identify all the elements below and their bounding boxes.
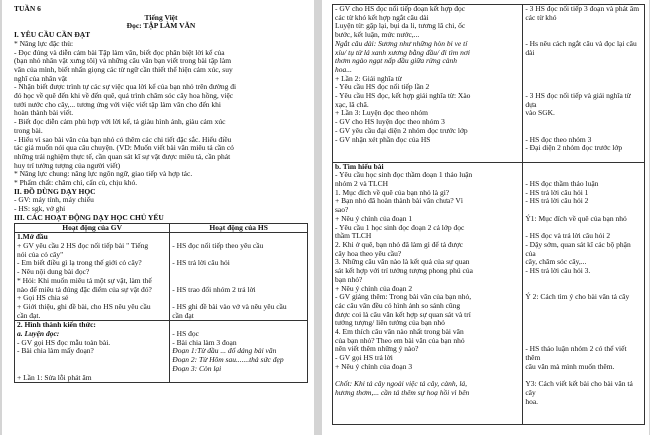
cell-line: b. Tìm hiểu bài — [335, 161, 384, 171]
cell-line: sao? — [335, 205, 349, 215]
cell-line: - Hs nêu cách ngắt câu và đọc lại câu dài — [525, 38, 637, 57]
cell-line — [525, 415, 642, 424]
cell-line: - HS trả lời câu hỏi 3. — [525, 266, 591, 276]
text-line: tác giả muốn nói qua câu chuyện. (VD: Muốn viết bài văn miêu tả cần có — [14, 143, 234, 153]
lesson-page-left — [2, 0, 314, 435]
cell-line — [525, 311, 642, 320]
cell-line: + Nêu ý chính của đoạn 3 — [335, 361, 413, 371]
cell-line: - Yêu cầu học sinh đọc thầm đoạn 1 thảo luận — [335, 170, 473, 180]
teacher-activity-cell — [15, 321, 170, 383]
section-activities: III. CÁC HOẠT ĐỘNG DẠY HỌC CHỦ YẾU — [14, 212, 164, 222]
cell-line: - HS trả lời câu hỏi 1 — [525, 187, 589, 197]
cell-line: bước, kết luận, mức nước,... — [335, 30, 420, 40]
section-materials: II. ĐỒ DÙNG DẠY HỌC — [14, 186, 96, 196]
cell-line — [525, 75, 642, 84]
cell-line — [525, 276, 642, 285]
cell-line: - GV giảng thêm: Trong bài văn của bạn nhỏ, — [335, 292, 472, 302]
cell-line — [525, 57, 642, 66]
table-header-row — [15, 223, 308, 233]
cell-line — [525, 22, 642, 31]
text-line: - Nhận biết được trình tự các sự việc qua lời kể của bạn nhỏ trên đường đi — [14, 82, 237, 92]
cell-line: thơm ngào ngạt nấp đầu giữa rừng cành — [335, 56, 457, 66]
cell-line: + Lần 2: Giải nghĩa từ — [335, 73, 402, 83]
cell-line: - HS đọc và trả lời câu hỏi 2 — [525, 231, 611, 241]
cell-line: - HS ghi đề bài vào vở và nêu yêu cầu — [172, 301, 287, 311]
cell-line: - Đại diện 2 nhóm đọc trước lớp — [525, 143, 623, 153]
cell-line: 1. Mục đích về quê của bạn nhỏ là gì? — [335, 187, 450, 197]
table-row — [15, 233, 308, 321]
text-line: tưới nước cho cây,... tương ứng với việc viết tập làm văn cho đến khi — [14, 99, 222, 109]
cell-line: Ngắt câu dài: Sương như những hòn bi ve tí — [335, 38, 468, 48]
cell-line: + Nêu ý chính của đoạn 2 — [335, 283, 413, 293]
text-line: - GV: máy tính, máy chiếu — [14, 195, 94, 205]
student-activity-cell — [170, 321, 308, 383]
cell-line — [525, 406, 642, 415]
text-line: * Năng lực chung: năng lực ngôn ngữ, giao tiếp và hợp tác. — [14, 169, 193, 179]
cell-line: cây hoa theo yêu cầu? — [335, 248, 402, 258]
text-line: * Phẩm chất: chăm chỉ, cẩn cù, chịu khó. — [14, 178, 138, 188]
cell-line: - Dậy sớm, quan sát kĩ các bộ phận của — [525, 239, 631, 258]
cell-line: nói của cỏ cây" — [17, 249, 64, 259]
cell-line — [17, 356, 167, 365]
cell-line: + Lần 1: Sửa lỗi phát âm — [17, 372, 92, 382]
text-line: hoàn thành bài viết. — [14, 108, 74, 118]
cell-line: Đoạn 3: Còn lại — [172, 363, 222, 373]
student-activity-cell — [170, 233, 308, 321]
cell-line: - HS đọc theo nhóm 3 — [525, 134, 592, 144]
cell-line: bạn nhỏ? — [335, 274, 363, 284]
text-line: * Năng lực đặc thù: — [14, 38, 74, 48]
cell-line: các từ khó — [525, 12, 557, 22]
text-line: (bạn nhỏ nhân vật xưng tôi) và những câu văn bạn viết trong bài tập làm — [14, 56, 232, 66]
student-activity-cell — [523, 162, 645, 424]
cell-line: - HS trả lời câu hỏi — [172, 258, 230, 268]
week-label: TUẦN 6 — [14, 4, 41, 13]
cell-line: a. Luyện đọc: — [17, 329, 60, 339]
teacher-activity-cell — [15, 233, 170, 321]
materials-text — [14, 196, 308, 213]
cell-line: sát kết hợp với trí tưởng tượng phong phú của — [335, 266, 473, 276]
cell-line: - GV nhận xét phần đọc của HS — [335, 134, 431, 144]
header-student: Hoạt động của HS — [170, 223, 308, 233]
cell-line: - Yêu cầu HS đọc, kết hợp giải nghĩa từ: Xào — [335, 91, 471, 101]
activities-table-continued — [332, 4, 645, 425]
text-line: văn của mình, biết nhấn giọng các từ ngữ cần thiết thể hiện cảm xúc, suy — [14, 64, 233, 74]
cell-line — [525, 319, 642, 328]
cell-line: hương thơm,... cần tả thêm sự hoạ hồi vì bên — [335, 387, 470, 397]
cell-line: - Yêu cầu 1 học sinh đọc đoạn 2 cả lớp đọc — [335, 222, 465, 232]
cell-line: cây, chăm sóc cây,... — [525, 257, 587, 267]
cell-line: 2. Khi ở quê, bạn nhỏ đã làm gì để tả được — [335, 239, 464, 249]
cell-line: - 3 HS đọc nối tiếp 3 đoạn và phát âm — [525, 4, 640, 13]
cell-line: + Bạn nhỏ đã hoàn thành bài văn chưa? Vì — [335, 196, 463, 206]
text-line: nghĩ của nhân vật — [14, 73, 68, 83]
cell-line: + Nêu ý chính của đoạn 1 — [335, 213, 413, 223]
text-line: trong bài. — [14, 125, 43, 135]
cell-line: Ý 2: Cách tìm ý cho bài văn tả cây — [525, 292, 630, 302]
cell-line: - HS đọc nối tiếp theo yêu cầu — [172, 240, 264, 250]
header-teacher: Hoạt động của GV — [15, 223, 170, 233]
cell-line: nên viết thêm những ý nào? — [335, 344, 419, 354]
text-line: - Biết đọc diễn cảm phù hợp với lời kể, tả giàu hình ảnh, giàu cảm xúc — [14, 117, 226, 127]
section-objectives: I. YÊU CẦU CẦN ĐẠT — [14, 30, 91, 40]
cell-line — [172, 374, 305, 383]
cell-line: Chốt: Khi tả cây ngoài việc tả cây, cành, lá, — [335, 379, 468, 389]
student-activity-cell — [523, 5, 645, 163]
cell-line: - HS đọc thầm thảo luận — [525, 179, 599, 189]
cell-line — [525, 118, 642, 127]
cell-line: - Em biết điều gì lạ trong thế giới cỏ cây? — [17, 258, 142, 268]
cell-line: - HS trả lời câu hỏi 2 — [525, 196, 589, 206]
cell-line: - HS trao đổi nhóm 2 trả lời — [172, 284, 256, 294]
cell-line: - Nêu nội dung bài đọc? — [17, 267, 90, 277]
cell-line — [525, 153, 642, 162]
cell-line: + Lần 3: Luyện đọc theo nhóm — [335, 108, 428, 118]
cell-line: - GV cho HS luyện đọc theo nhóm 3 — [335, 117, 445, 127]
subject-title: Tiếng Việt — [144, 12, 178, 22]
cell-line: 3. Những câu văn nào là kết quả của sự quan — [335, 257, 470, 267]
text-line: những trải nghiệm thực tế, cần quan sát kĩ sự vật được miêu tả, cần phát — [14, 151, 231, 161]
cell-line: - HS đọc — [172, 329, 199, 339]
cell-line: câu văn mà mình muốn thêm. — [525, 361, 615, 371]
teacher-activity-cell — [333, 5, 523, 163]
text-line: - Hiểu vì sao bài văn của bạn nhỏ có thêm các chi tiết đặc sắc. Hiểu điều — [14, 134, 232, 144]
text-line: đó học về quê đến khi về đến quê, quá trình chăm sóc cây hoa hồng, việc — [14, 91, 234, 101]
lesson-title: Đọc: TẬP LÀM VĂN — [126, 21, 196, 31]
cell-line: cần đạt. — [17, 310, 41, 320]
objectives-text — [14, 40, 308, 188]
cell-line: Luyện từ: gặp lại, bụi da li, tương lã chi, ốc — [335, 21, 466, 31]
cell-line: - 3 HS đọc nối tiếp và giải nghĩa từ dựa — [525, 91, 631, 109]
text-line: huy trí tưởng tượng của người viết) — [14, 160, 121, 170]
cell-line: được coi là câu văn kết hợp sự quan sát và trí — [335, 309, 471, 319]
cell-line: xạc, lã chã. — [335, 99, 369, 109]
cell-line: Ý1: Mục đích về quê của bạn nhỏ — [525, 213, 627, 223]
cell-line: nhóm 2 và TLCH — [335, 179, 388, 189]
cell-line — [525, 302, 642, 311]
cell-line: 4. Em thích câu văn nào nhất trong bài văn — [335, 327, 464, 337]
cell-line: - GV yêu cầu đại diện 2 nhóm đọc trước lớp — [335, 125, 468, 135]
cell-line: + Gọi HS chia sẻ — [17, 293, 69, 303]
text-line: - HS: sgk, vở ghi — [14, 204, 66, 214]
cell-line — [525, 163, 642, 172]
table-row — [15, 321, 308, 383]
cell-line: - Bài chia làm mấy đoạn? — [17, 346, 94, 356]
cell-line: thầm TLCH — [335, 231, 372, 241]
cell-line: - GV gọi HS trả lời — [335, 353, 393, 363]
cell-line: - GV gọi HS đọc mẫu toàn bài. — [17, 337, 111, 347]
cell-line — [172, 268, 305, 277]
table-row — [333, 5, 645, 163]
cell-line: nào để miêu tả đúng đặc điểm của sự vật đó? — [17, 284, 152, 294]
cell-line: hoa... — [335, 64, 352, 74]
text-line: - Đọc đúng và diễn cảm bài Tập làm văn, biết đọc phân biệt lời kể của — [14, 47, 225, 57]
cell-line: vào SGK. — [525, 108, 555, 118]
teacher-activity-cell — [333, 162, 523, 424]
cell-line: các câu văn đều có hình ảnh so sánh cũng — [335, 300, 461, 310]
cell-line: Đoạn 1:Từ đầu ... đổ dáng bài văn — [172, 346, 277, 356]
cell-line: cần đạt — [172, 310, 194, 320]
cell-line: hoa. — [525, 396, 539, 406]
cell-line: 2. Hình thành kiến thức: — [17, 320, 96, 330]
cell-line: - GV cho HS đọc nối tiếp đoạn kết hợp đọc — [335, 4, 466, 13]
cell-line: + Giới thiệu, ghi đề bài, cho HS nêu yêu cầu — [17, 301, 151, 311]
cell-line: + GV yêu cầu 2 HS đọc nối tiếp bài " Tiếng — [17, 240, 149, 250]
cell-line: Y3: Cách viết kết bài cho bài văn tả cây — [525, 379, 633, 397]
table-row — [333, 162, 645, 424]
cell-line: xíu/ tụ từ lá xanh xương bằng đầu/ đi tìm nơi — [335, 47, 470, 57]
activities-table — [14, 223, 308, 384]
cell-line: tưởng tượng/ liên tưởng của bạn nhỏ — [335, 318, 445, 328]
lesson-page-right — [322, 0, 649, 435]
cell-line: Đoạn 2: Từ Hôm sau.......thả sức đẹp — [172, 355, 284, 365]
cell-line: 1.Mở đầu — [17, 232, 48, 242]
cell-line: - Bài chia làm 3 đoạn — [172, 337, 237, 347]
cell-line: của bạn nhỏ? Theo em bài văn của bạn nhỏ — [335, 335, 465, 345]
cell-line: - HS thảo luận nhóm 2 có thể viết thêm — [525, 344, 627, 363]
cell-line: các từ khó kết hợp ngắt câu dài — [335, 12, 429, 22]
cell-line: * Hỏi: Khi muốn miêu tả một sự vật, làm thế — [17, 275, 152, 285]
cell-line — [525, 66, 642, 75]
cell-line — [525, 328, 642, 337]
cell-line: - Yêu cầu HS đọc nối tiếp lần 2 — [335, 82, 430, 92]
